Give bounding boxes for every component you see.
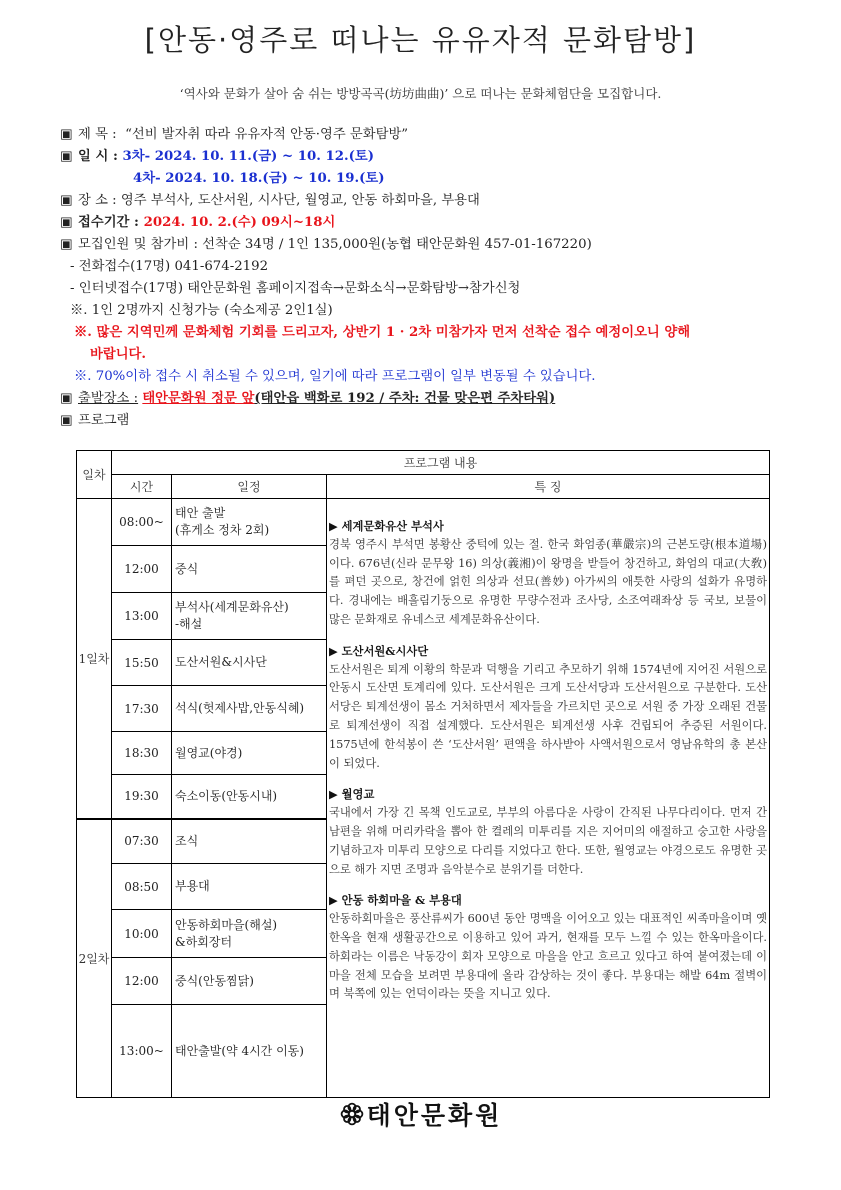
schedule-cell: 중식(안동찜닭)	[172, 958, 327, 1005]
header-program: 프로그램 내용	[112, 451, 770, 475]
org-name: 태안문화원	[366, 1101, 503, 1130]
reception-value: 2024. 10. 2.(수) 09시~18시	[143, 215, 336, 230]
depart-detail: (태안읍 백화로 192 / 주차: 건물 맞은편 주차타워)	[254, 391, 556, 406]
square-bullet-icon: ▣	[60, 149, 73, 164]
program-row	[60, 410, 800, 432]
date-row	[60, 146, 800, 168]
time-cell: 17:30	[112, 686, 172, 732]
header-time: 시간	[112, 475, 172, 499]
square-bullet-icon: ▣	[60, 193, 73, 208]
feature-heading: ▶ 월영교	[329, 787, 375, 802]
schedule-line: 태안 출발	[175, 506, 226, 520]
subject-label: 제 목 :	[78, 127, 117, 142]
schedule-cell: 월영교(야경)	[172, 732, 327, 775]
schedule-cell: 숙소이동(안동시내)	[172, 775, 327, 819]
header-feature: 특 징	[327, 475, 770, 499]
footer-org	[0, 1096, 841, 1133]
place-value: 영주 부석사, 도산서원, 시사단, 월영교, 안동 하회마을, 부용대	[120, 193, 480, 208]
subject-value: “선비 발자취 따라 유유자적 안동·영주 문화탐방”	[125, 127, 409, 142]
day-2-label: 2일차	[77, 819, 112, 1098]
time-cell: 08:00~	[112, 499, 172, 546]
time-cell: 13:00	[112, 593, 172, 640]
time-cell: 15:50	[112, 640, 172, 686]
schedule-cell: 조식	[172, 819, 327, 864]
schedule-cell: 석식(헛제사밥,안동식혜)	[172, 686, 327, 732]
schedule-cell: 부용대	[172, 864, 327, 910]
recruit-row	[60, 234, 800, 256]
schedule-line: &하회장터	[175, 934, 233, 949]
schedule-line: (휴게소 정차 2회)	[175, 523, 270, 537]
feature-body: 도산서원은 퇴계 이황의 학문과 덕행을 기리고 추모하기 위해 1574년에 지어진 서원으로 안동시 도산면 토계리에 있다. 도산서원은 크게 도산서당과 도산서원으로 구분한다. 도산서당은 퇴계선생이 몸소 거처하면서 제자들을 가르치던 곳으로 서원 중 가장 오래된 건물로 퇴계선생이 직접 설계했다. 도산서원은 퇴계선생 사후 건립되어 추증된 서원이다. 1575년에 한석봉이 쓴 ‘도산서원’ 편액을 하사받아 사액서원으로서 영남유학의 총 본산이 되었다.	[329, 662, 768, 770]
time-cell: 12:00	[112, 546, 172, 593]
feature-heading: ▶ 세계문화유산 부석사	[329, 519, 444, 533]
note-2-cont: 바랍니다.	[90, 347, 147, 362]
time-cell: 08:50	[112, 864, 172, 910]
subject-row	[60, 124, 800, 146]
feature-heading: ▶ 도산서원&시사단	[329, 643, 429, 658]
header-day: 일차	[77, 451, 112, 499]
day-1-label: 1일차	[77, 499, 112, 819]
schedule-cell	[172, 593, 327, 640]
reception-row	[60, 212, 800, 234]
time-cell: 19:30	[112, 775, 172, 819]
square-bullet-icon: ▣	[60, 237, 73, 252]
schedule-line: -해설	[175, 617, 203, 631]
date-line-1: 3차- 2024. 10. 11.(금) ~ 10. 12.(토)	[122, 149, 375, 164]
time-cell: 07:30	[112, 819, 172, 864]
page-title: [안동·영주로 떠나는 유유자적 문화탐방]	[144, 23, 697, 57]
schedule-line: 안동하회마을(해설)	[175, 917, 278, 932]
date-row-2	[60, 168, 800, 190]
reception-label: 접수기간 :	[78, 215, 139, 230]
schedule-cell: 중식	[172, 546, 327, 593]
program-label: 프로그램	[78, 413, 130, 428]
feature-body: 안동하회마을은 풍산류씨가 600년 동안 명맥을 이어오고 있는 대표적인 씨족마을이며 옛 한옥을 현재 생활공간으로 이용하고 있어 과거, 현재를 모두 느낄 수 있는 한옥마을이다. 하회라는 이름은 낙동강이 회자 모양으로 마을을 안고 흐르고 있다고 하여 붙여졌는데 이 마을 전체 모습을 보려면 부용대에 올라 감상하는 것이 좋다. 부용대는 해발 64m 절벽이며 북쪽에 있는 언덕이라는 뜻을 지니고 있다.	[329, 912, 768, 1001]
depart-row	[60, 388, 800, 410]
place-row	[60, 190, 800, 212]
place-label: 장 소 :	[78, 193, 117, 208]
note-3: ※. 70%이하 접수 시 취소될 수 있으며, 일기에 따라 프로그램이 일부 변동될 수 있습니다.	[74, 369, 596, 384]
square-bullet-icon: ▣	[60, 127, 73, 142]
feature-body: 국내에서 가장 긴 목책 인도교로, 부부의 아름다운 사랑이 간직된 나무다리이다. 먼저 간 남편을 위해 머리카락을 뽑아 한 켤레의 미투리를 지은 지어미의 애절하고 숭고한 사랑을 기념하고자 미투리 모양으로 다리를 지었다고 한다. 또한, 월영교는 야경으로도 유명한 곳으로 해가 지면 조명과 음악분수로 분위기를 더한다.	[329, 806, 768, 876]
flower-emblem-icon	[339, 1101, 365, 1133]
feature-section	[329, 517, 767, 630]
square-bullet-icon: ▣	[60, 413, 73, 428]
depart-label: 출발장소 :	[78, 391, 139, 406]
time-cell: 18:30	[112, 732, 172, 775]
date-label: 일 시 :	[78, 149, 118, 164]
table-row	[77, 499, 770, 546]
internet-row: - 인터넷접수(17명) 태안문화원 홈페이지접속→문화소식→문화탐방→참가신청	[70, 281, 521, 296]
note-1: ※. 1인 2명까지 신청가능 (숙소제공 2인1실)	[70, 303, 333, 318]
schedule-cell: 태안출발(약 4시간 이동)	[172, 1005, 327, 1098]
schedule-line: 부석사(세계문화유산)	[175, 600, 289, 614]
date-line-2: 4차- 2024. 10. 18.(금) ~ 10. 19.(토)	[133, 171, 385, 186]
info-section	[60, 124, 800, 432]
schedule-cell: 도산서원&시사단	[172, 640, 327, 686]
feature-section	[329, 642, 767, 774]
time-cell: 10:00	[112, 910, 172, 958]
feature-section	[329, 891, 767, 1004]
schedule-cell	[172, 910, 327, 958]
feature-heading: ▶ 안동 하회마을 & 부용대	[329, 893, 462, 908]
phone-row: - 전화접수(17명) 041-674-2192	[70, 259, 269, 274]
feature-section	[329, 785, 767, 879]
schedule-cell	[172, 499, 327, 546]
square-bullet-icon: ▣	[60, 391, 73, 406]
header-schedule: 일정	[172, 475, 327, 499]
program-table	[76, 450, 770, 1098]
depart-place: 태안문화원 정문 앞	[142, 391, 255, 406]
square-bullet-icon: ▣	[60, 215, 73, 230]
feature-body: 경북 영주시 부석면 봉황산 중턱에 있는 절. 한국 화엄종(華嚴宗)의 근본도량(根本道場)이다. 676년(신라 문무왕 16) 의상(義湘)이 왕명을 받들어 창건하고, 화엄의 대교(大敎)를 펴던 곳으로, 창건에 얽힌 의상과 선묘(善妙) 아가씨의 애틋한 사랑의 설화가 유명하다. 경내에는 배흘림기둥으로 유명한 무량수전과 조사당, 소조여래좌상 등 국보, 보물이 많은 문화재로 유네스코 세계문화유산이다.	[329, 537, 768, 626]
recruit-text: 모집인원 및 참가비 : 선착순 34명 / 1인 135,000원(농협 태안문화원 457-01-167220)	[78, 237, 592, 252]
time-cell: 12:00	[112, 958, 172, 1005]
note-2: ※. 많은 지역민께 문화체험 기회를 드리고자, 상반기 1 · 2차 미참가자 먼저 선착순 접수 예정이오니 양해	[74, 325, 691, 340]
time-cell: 13:00~	[112, 1005, 172, 1098]
feature-cell	[327, 499, 770, 1098]
intro-text: ‘역사와 문화가 살아 숨 쉬는 방방곡곡(坊坊曲曲)’ 으로 떠나는 문화체험단을 모집합니다.	[179, 86, 662, 101]
